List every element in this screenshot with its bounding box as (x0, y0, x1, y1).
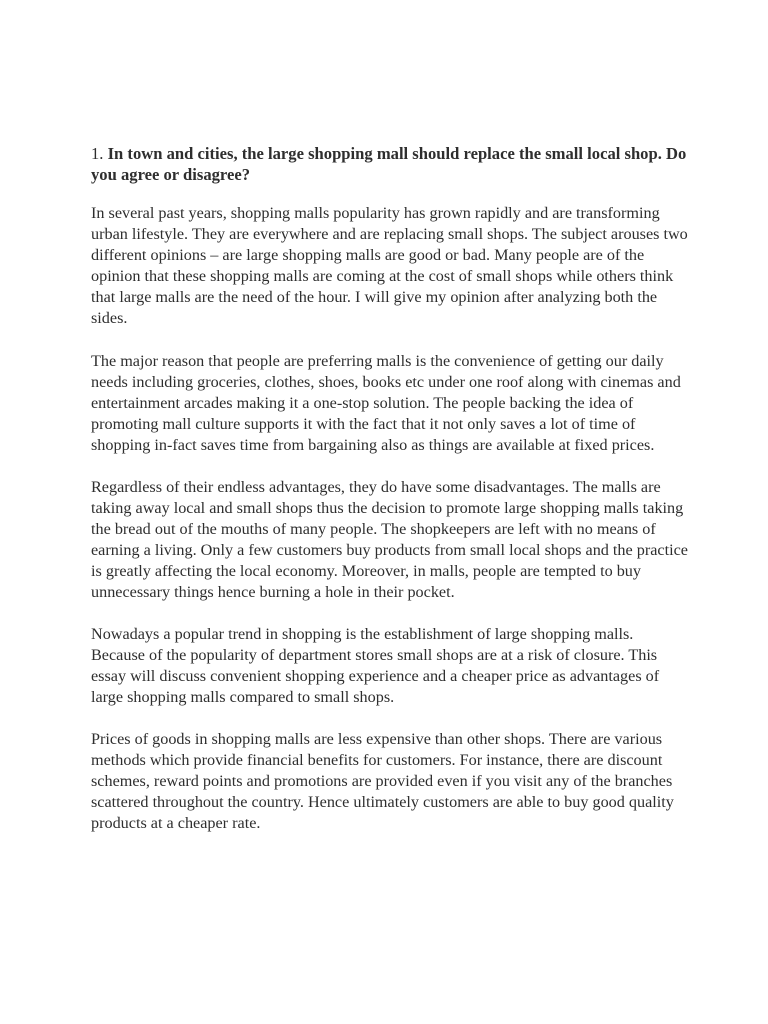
question-number: 1. (91, 144, 108, 163)
question-text: In town and cities, the large shopping mall should replace the small local shop. Do you agree or disagree? (91, 144, 687, 184)
paragraph-prices: Prices of goods in shopping malls are less expensive than other shops. There are various methods which provide financial benefits for customers. For instance, there are discount schemes, reward points and promotions are provided even if you visit any of the branches scattered throughout the country. Hence ultimately customers are able to buy good quality products at a cheaper rate. (91, 730, 674, 832)
document-page (91, 143, 691, 855)
paragraph-intro: In several past years, shopping malls popularity has grown rapidly and are transforming urban lifestyle. They are everywhere and are replacing small shops. The subject arouses two different opinions – are large shopping malls are good or bad. Many people are of the opinion that these shopping malls are coming at the cost of small shops while others think that large malls are the need of the hour. I will give my opinion after analyzing both the sides. (91, 204, 688, 327)
essay-question (91, 143, 691, 185)
paragraph-disadvantages: Regardless of their endless advantages, they do have some disadvantages. The malls are taking away local and small shops thus the decision to promote large shopping malls taking the bread out of the mouths of many people. The shopkeepers are left with no means of earning a living. Only a few customers buy products from small local shops and the practice is greatly affecting the local economy. Moreover, in malls, people are tempted to buy unnecessary things hence burning a hole in their pocket. (91, 478, 688, 601)
paragraph-trend: Nowadays a popular trend in shopping is the establishment of large shopping malls. Because of the popularity of department stores small shops are at a risk of closure. This essay will discuss convenient shopping experience and a cheaper price as advantages of large shopping malls compared to small shops. (91, 625, 660, 706)
paragraph-advantages: The major reason that people are preferring malls is the convenience of getting our daily needs including groceries, clothes, shoes, books etc under one roof along with cinemas and entertainment arcades making it a one-stop solution. The people backing the idea of promoting mall culture supports it with the fact that it not only saves a lot of time of shopping in-fact saves time from bargaining also as things are available at fixed prices. (91, 352, 681, 454)
